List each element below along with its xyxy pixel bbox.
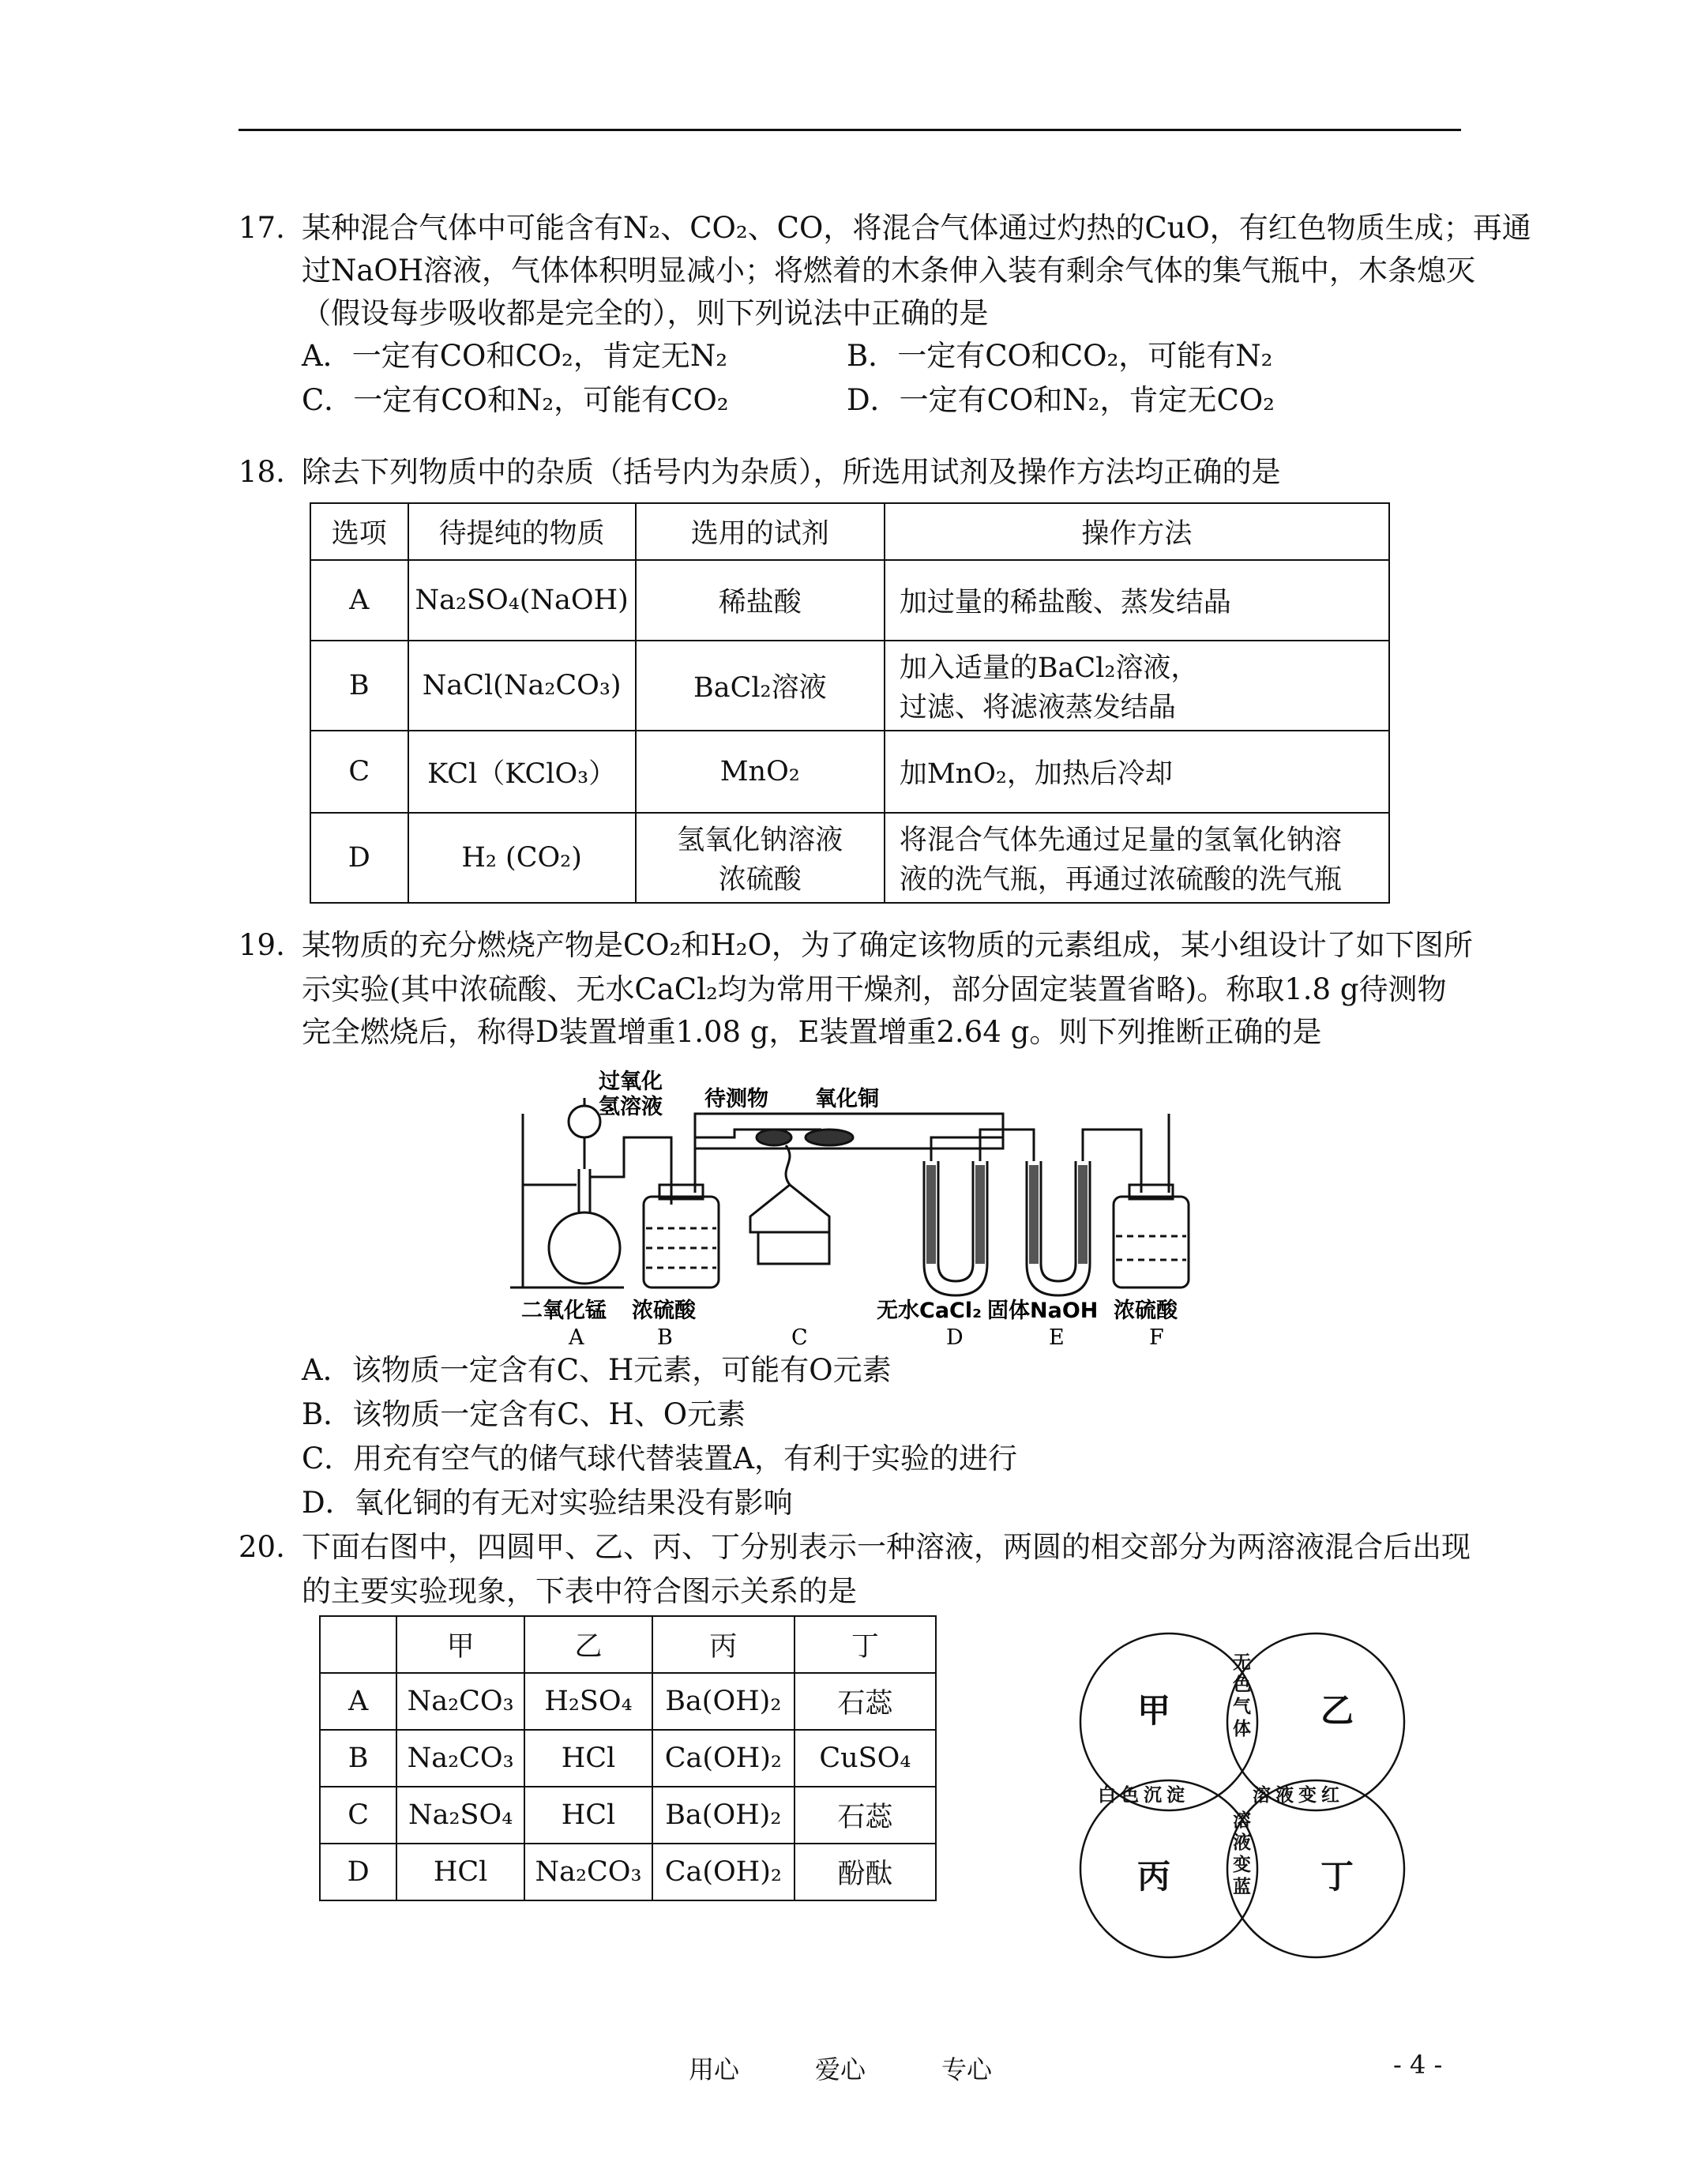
table-cell: CuSO₄ [795,1730,936,1787]
letter-f: F [1149,1325,1164,1350]
question-text-line: 除去下列物质中的杂质（括号内为杂质），所选用试剂及操作方法均正确的是 [302,455,1281,489]
table-cell: Na₂CO₃ [396,1673,524,1730]
table-row [320,1673,936,1730]
label-bing: 丙 [1137,1857,1171,1896]
option-d: D．氧化铜的有无对实验结果没有影响 [302,1486,793,1520]
label-jia: 甲 [1137,1691,1171,1730]
label-cuo: 氧化铜 [815,1087,879,1111]
svg-text:液: 液 [1233,1833,1251,1853]
desiccant-fill [926,1165,936,1264]
header-cell: 甲 [396,1616,524,1673]
table-cell: Na₂CO₃ [524,1844,652,1900]
table-cell: Ba(OH)₂ [652,1787,795,1844]
reagent-cell: 稀盐酸 [636,560,885,641]
option-cell: C [310,731,408,813]
label-h2o2-2: 氢溶液 [599,1095,663,1119]
option-cell: B [310,641,408,731]
question-text-line: 某物质的充分燃烧产物是CO₂和H₂O，为了确定该物质的元素组成，某小组设计了如下图所 [302,928,1473,962]
question-text-line: 某种混合气体中可能含有N₂、CO₂、CO，将混合气体通过灼热的CuO，有红色物质生成；再通 [302,211,1531,245]
apparatus-diagram [505,1066,1200,1351]
reagent-line: 氢氧化钠溶液 [677,825,843,856]
reagent-line: 浓硫酸 [718,864,802,896]
venn-diagram [1050,1619,1445,1967]
circle-yi [1227,1633,1404,1810]
table-row [310,560,1389,641]
option-b: B．一定有CO和CO₂，可能有N₂ [847,339,1273,373]
method-cell: 加MnO₂，加热后冷却 [885,731,1389,813]
table-cell: Na₂SO₄ [396,1787,524,1844]
svg-text:蓝: 蓝 [1233,1877,1251,1897]
option-a: A．一定有CO和CO₂，肯定无N₂ [302,339,728,373]
table-cell: Ca(OH)₂ [652,1844,795,1900]
label-turns-red: 溶液变红 [1253,1785,1344,1806]
flame [786,1145,790,1185]
table-row [310,731,1389,813]
letter-d: D [946,1325,964,1350]
method-cell: 加过量的稀盐酸、蒸发结晶 [885,560,1389,641]
table-row [310,813,1389,903]
table-cell: C [320,1787,396,1844]
label-gas: 无 [1233,1652,1251,1673]
label-cacl2: 无水CaCl₂ [877,1299,982,1323]
reagent-cell: MnO₂ [636,731,885,813]
table-row [320,1730,936,1787]
method-line: 过滤、将滤液蒸发结晶 [899,692,1176,724]
option-c: C．一定有CO和N₂，可能有CO₂ [302,383,729,417]
substance-cell: KCl（KClO₃） [408,731,636,813]
table-cell: H₂SO₄ [524,1673,652,1730]
option-cell: D [310,813,408,903]
substance-cell: Na₂SO₄(NaOH) [408,560,636,641]
question-text-line: 的主要实验现象，下表中符合图示关系的是 [302,1574,857,1608]
question-number: 18. [239,455,285,489]
table-cell: 石蕊 [795,1787,936,1844]
reagent-cell [636,813,885,903]
table-cell: B [320,1730,396,1787]
label-precipitate: 白色沉淀 [1098,1785,1189,1806]
label-sample: 待测物 [704,1087,768,1111]
label-naoh: 固体NaOH [987,1299,1099,1323]
header-rule [239,129,1461,131]
header-cell: 丙 [652,1616,795,1673]
header-cell: 乙 [524,1616,652,1673]
letter-c: C [791,1325,808,1350]
wash-bottle-f [1114,1197,1189,1287]
question-number: 17. [239,211,285,245]
table-cell: 酚酞 [795,1844,936,1900]
combustion-tube [695,1114,1003,1148]
page-number: - 4 - [1393,2050,1443,2080]
question-text-line: （假设每步吸收都是完全的），则下列说法中正确的是 [302,296,989,330]
table-cell: 石蕊 [795,1673,936,1730]
header-cell: 丁 [795,1616,936,1673]
table-cell: Ca(OH)₂ [652,1730,795,1787]
copper-oxide [806,1130,853,1145]
table-cell: HCl [524,1730,652,1787]
table-row [320,1787,936,1844]
substance-cell: H₂ (CO₂) [408,813,636,903]
question-text-line: 下面右图中，四圆甲、乙、丙、丁分别表示一种溶液，两圆的相交部分为两溶液混合后出现 [302,1530,1471,1564]
method-line: 液的洗气瓶，再通过浓硫酸的洗气瓶 [899,864,1342,896]
option-c: C．用充有空气的储气球代替装置A，有利于实验的进行 [302,1442,1018,1475]
method-cell [885,641,1389,731]
option-b: B．该物质一定含有C、H、O元素 [302,1397,746,1431]
table-cell: A [320,1673,396,1730]
letter-a: A [569,1325,584,1350]
question-text-line: 完全燃烧后，称得D装置增重1.08 g，E装置增重2.64 g。则下列推断正确的是 [302,1015,1322,1049]
method-line: 加入适量的BaCl₂溶液， [899,652,1199,684]
dropping-funnel [569,1106,600,1137]
svg-text:色: 色 [1233,1675,1251,1695]
option-cell: A [310,560,408,641]
alcohol-lamp [750,1185,829,1232]
question-number: 19. [239,928,285,962]
header-cell: 操作方法 [885,503,1389,560]
label-yi: 乙 [1320,1691,1354,1730]
label-h2so4-f: 浓硫酸 [1114,1299,1178,1323]
header-cell: 选项 [310,503,408,560]
method-cell [885,813,1389,903]
letter-e: E [1049,1325,1065,1350]
header-cell [320,1616,396,1673]
question-number: 20. [239,1530,285,1564]
label-h2so4-b: 浓硫酸 [632,1299,696,1323]
option-d: D．一定有CO和N₂，肯定无CO₂ [847,383,1275,417]
question-text-line: 示实验(其中浓硫酸、无水CaCl₂均为常用干燥剂，部分固定装置省略)。称取1.8 g待测物 [302,972,1447,1006]
table-row [310,641,1389,731]
table-row [320,1844,936,1900]
table-cell: D [320,1844,396,1900]
label-mno2: 二氧化锰 [521,1299,607,1323]
circle-ding [1227,1780,1404,1957]
table-cell: HCl [524,1787,652,1844]
letter-b: B [657,1325,673,1350]
svg-text:体: 体 [1233,1719,1251,1739]
label-turns-blue: 溶 [1233,1810,1251,1831]
label-h2o2-1: 过氧化 [599,1069,663,1094]
label-ding: 丁 [1320,1857,1354,1896]
sample-boat [757,1130,791,1145]
round-flask [549,1212,620,1284]
method-line: 将混合气体先通过足量的氢氧化钠溶 [899,825,1342,856]
table-cell: Ba(OH)₂ [652,1673,795,1730]
svg-text:变: 变 [1233,1855,1251,1875]
svg-text:气: 气 [1233,1697,1251,1717]
substance-cell: NaCl(Na₂CO₃) [408,641,636,731]
table-header-row [320,1616,936,1673]
reagent-cell: BaCl₂溶液 [636,641,885,731]
header-cell: 待提纯的物质 [408,503,636,560]
table-cell: HCl [396,1844,524,1900]
table-cell: Na₂CO₃ [396,1730,524,1787]
question-text-line: 过NaOH溶液，气体体积明显减小；将燃着的木条伸入装有剩余气体的集气瓶中，木条熄灭 [302,254,1476,288]
purification-table [310,502,1390,904]
header-cell: 选用的试剂 [636,503,885,560]
option-a: A．该物质一定含有C、H元素，可能有O元素 [302,1353,892,1387]
footer-center: 用心 爱心 专心 [689,2054,993,2084]
solutions-table [319,1615,937,1901]
table-header-row [310,503,1389,560]
wash-bottle-b [644,1197,719,1287]
